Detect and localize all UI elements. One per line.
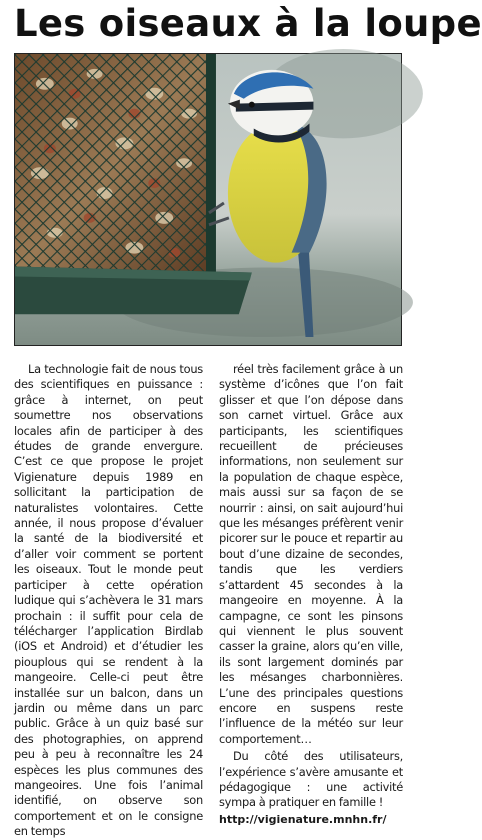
article-paragraph: La technologie fait de nous tous des scientifiques en puissance : grâce à internet, on peut soumettre nos observations locales afin de participer à des études de grande envergure. C’est ce que propose le projet Vigienature depuis 1989 en sollicitant la participation de naturalistes volontaires. Cette année, il nous propose d’évaluer la santé de la biodiversité et d’aller voir comment se portent les oiseaux. Tout le monde peut participer à cette opération ludique qui s’achèvera le 31 mars prochain : il suffit pour cela de télécharger l’application Birdlab (iOS et Android) et d’étudier les piouplous qui se rendent à la mangeoire. Celle-ci peut être installée sur un balcon, dans un jardin ou même dans un parc public. Grâce à un quiz basé sur des photographies, on apprend peu à peu à reconnaître les 24 espèces les plus communes des mangeoires. Une fois l’animal identifié, on observe son comportement et on le consigne en temps	[14, 362, 203, 839]
source-url-link[interactable]: http://vigienature.mnhn.fr/	[219, 812, 387, 826]
article-title: Les oiseaux à la loupe	[14, 2, 482, 45]
photo-illustration	[15, 54, 401, 345]
article-paragraph: Du côté des utilisateurs, l’expérience s’avère amusante et pédagogique : une activité sympa à pratiquer en famille !	[219, 749, 403, 810]
article-paragraph: réel très facilement grâce à un système d’icônes que l’on fait glisser et que l’on dépose dans son carnet virtuel. Grâce aux participants, les scientifiques recueillent de précieuses informations, non seulement sur la population de chaque espèce, mais aussi sur sa façon de se nourrir : ainsi, on sait aujourd’hui que les mésanges préfèrent venir picorer sur le pouce et repartir au bout d’une dizaine de secondes, tandis que les verdiers s’attardent 45 secondes à la mangeoire en moyenne. À la campagne, ce sont les pinsons qui viennent le plus souvent casser la graine, alors qu’en ville, ils sont largement dominés par les mésanges charbonnières. L’une des principales questions encore en suspens reste l’influence de la météo sur leur comportement…	[219, 362, 403, 746]
article-column-right	[219, 362, 403, 827]
blue-tit-feeder-photo	[14, 53, 402, 346]
article-column-left	[14, 362, 203, 840]
